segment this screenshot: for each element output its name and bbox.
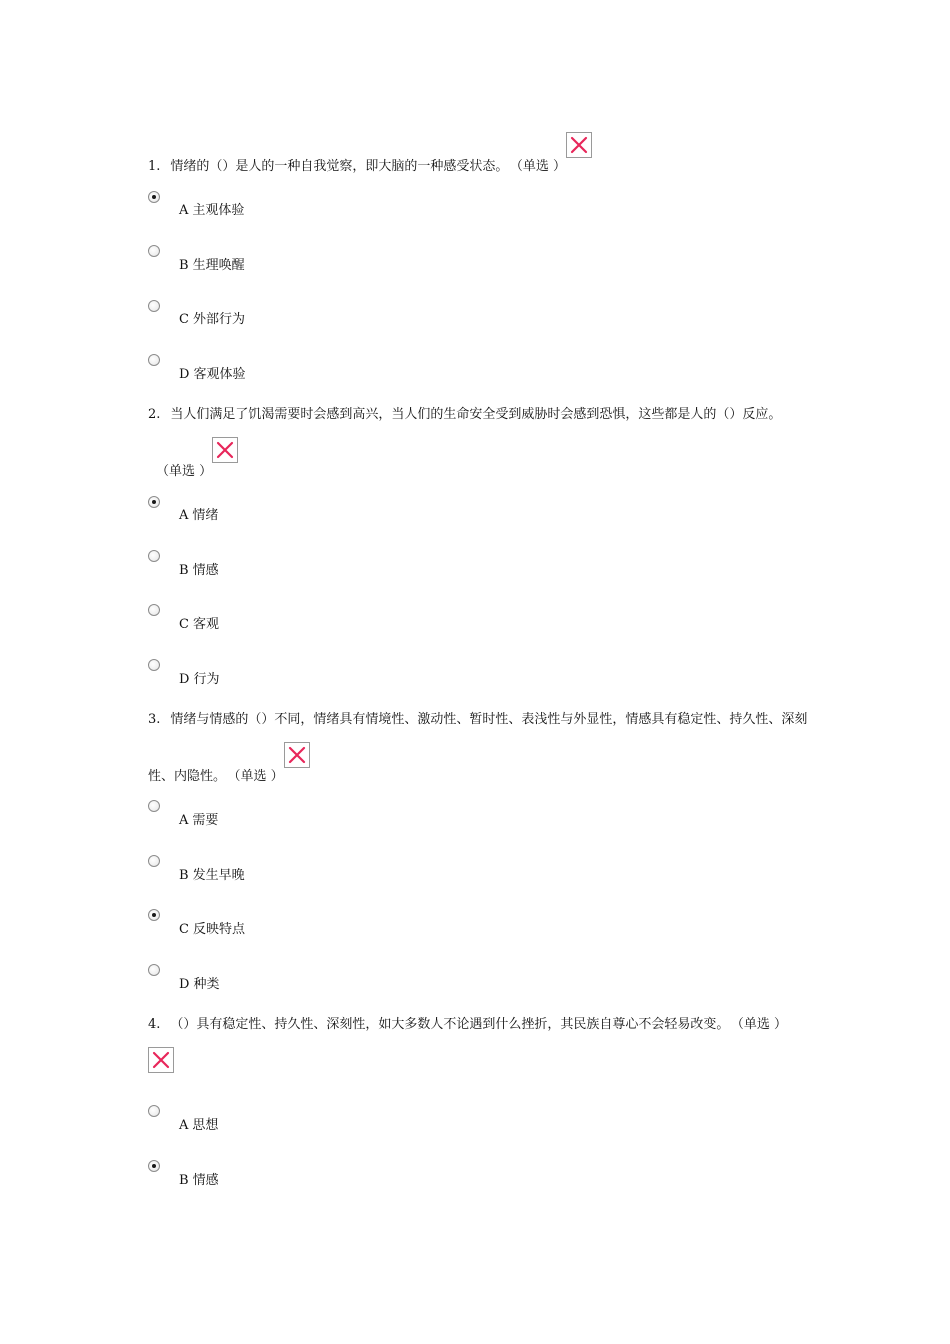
- option-q3-a: A 需要: [179, 813, 219, 828]
- question-1: [148, 132, 808, 189]
- option-q4-a: A 思想: [179, 1118, 219, 1133]
- question-text: 情绪的（）是人的一种自我觉察，即大脑的一种感受状态。: [170, 159, 509, 174]
- question-2: [148, 392, 808, 494]
- option-q2-c: C 客观: [179, 617, 219, 632]
- option-q3-d: D 种类: [179, 977, 220, 992]
- radio-q1-c[interactable]: [148, 300, 160, 312]
- question-text: 当人们满足了饥渴需要时会感到高兴，当人们的生命安全受到威胁时会感到恐惧，这些都是人的（）反应。: [170, 407, 782, 422]
- option-q2-d: D 行为: [179, 672, 220, 687]
- radio-q4-b[interactable]: [148, 1160, 160, 1172]
- red-x-icon: [212, 437, 238, 463]
- option-q4-b: B 情感: [179, 1173, 219, 1188]
- radio-q2-a[interactable]: [148, 496, 160, 508]
- radio-q1-b[interactable]: [148, 245, 160, 257]
- radio-q2-d[interactable]: [148, 659, 160, 671]
- red-x-icon: [148, 1047, 174, 1073]
- question-type: （单选 ）: [516, 159, 567, 174]
- question-number: 1.: [148, 159, 161, 174]
- question-type: （单选 ）: [156, 464, 213, 479]
- radio-q4-a[interactable]: [148, 1105, 160, 1117]
- radio-q2-b[interactable]: [148, 550, 160, 562]
- radio-q3-a[interactable]: [148, 800, 160, 812]
- question-text: 情绪与情感的（）不同，情绪具有情境性、激动性、暂时性、表浅性与外显性，情感具有稳定性、持久性、深刻性、内隐性。: [148, 712, 808, 784]
- radio-q2-c[interactable]: [148, 604, 160, 616]
- option-q1-b: B 生理唤醒: [179, 258, 245, 273]
- option-q2-b: B 情感: [179, 563, 219, 578]
- question-type: （单选 ）: [737, 1017, 788, 1032]
- option-q1-d: D 客观体验: [179, 367, 246, 382]
- option-q1-c: C 外部行为: [179, 312, 245, 327]
- radio-q3-b[interactable]: [148, 855, 160, 867]
- question-number: 3.: [148, 712, 161, 727]
- radio-q3-d[interactable]: [148, 964, 160, 976]
- option-q3-b: B 发生早晚: [179, 868, 245, 883]
- question-3: [148, 697, 808, 799]
- radio-q1-a[interactable]: [148, 191, 160, 203]
- option-q2-a: A 情绪: [179, 508, 219, 523]
- question-text: （）具有稳定性、持久性、深刻性，如大多数人不论遇到什么挫折，其民族自尊心不会轻易改变。: [170, 1017, 730, 1032]
- option-q3-c: C 反映特点: [179, 922, 245, 937]
- red-x-icon: [284, 742, 310, 768]
- radio-q1-d[interactable]: [148, 354, 160, 366]
- option-q1-a: A 主观体验: [179, 203, 245, 218]
- radio-q3-c[interactable]: [148, 909, 160, 921]
- question-4: [148, 1002, 808, 1104]
- question-type: （单选 ）: [234, 769, 284, 784]
- red-x-icon: [566, 132, 592, 158]
- question-number: 2.: [148, 407, 161, 422]
- question-number: 4.: [148, 1017, 161, 1032]
